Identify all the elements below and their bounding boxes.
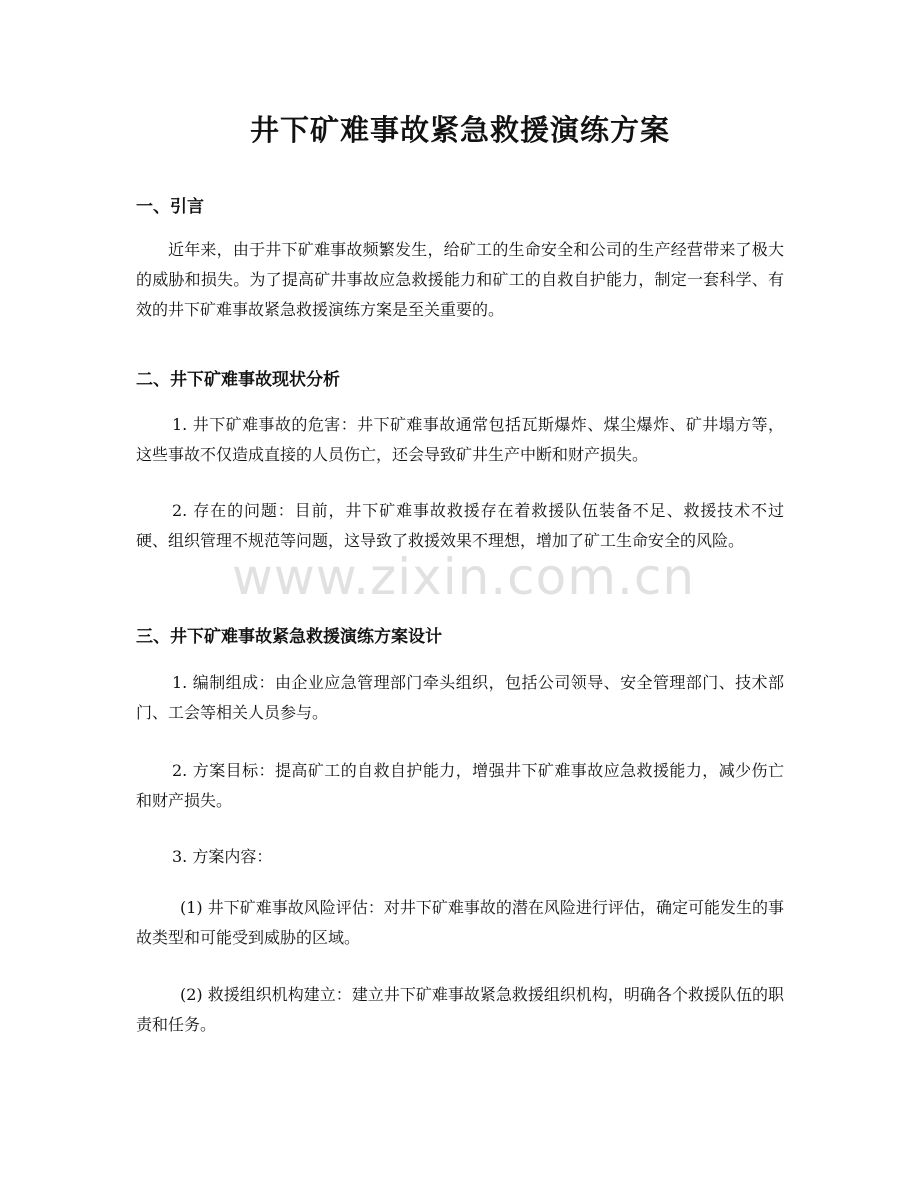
design-subitem-1: (1) 井下矿难事故风险评估：对井下矿难事故的潜在风险进行评估，确定可能发生的事故类型和可能受到威胁的区域。 (136, 898, 784, 947)
section-heading-design: 三、井下矿难事故紧急救援演练方案设计 (136, 627, 442, 647)
section-heading-analysis: 二、井下矿难事故现状分析 (136, 370, 340, 390)
design-subitem-2: (2) 救援组织机构建立：建立井下矿难事故紧急救援组织机构，明确各个救援队伍的职责和任务。 (136, 985, 784, 1034)
design-item-2: 2. 方案目标：提高矿工的自救自护能力，增强井下矿难事故应急救援能力，减少伤亡和财产损失。 (136, 761, 784, 810)
section-heading-intro: 一、引言 (136, 197, 204, 217)
analysis-item-1: 1. 井下矿难事故的危害：井下矿难事故通常包括瓦斯爆炸、煤尘爆炸、矿井塌方等，这些事故不仅造成直接的人员伤亡，还会导致矿井生产中断和财产损失。 (136, 415, 784, 464)
watermark-text: www.zixin.com.cn (232, 548, 696, 606)
intro-paragraph: 近年来，由于井下矿难事故频繁发生，给矿工的生命安全和公司的生产经营带来了极大的威胁和损失。为了提高矿井事故应急救援能力和矿工的自救自护能力，制定一套科学、有效的井下矿难事故紧急救援演练方案是至关重要的。 (136, 240, 784, 319)
analysis-item-2: 2. 存在的问题：目前，井下矿难事故救援存在着救援队伍装备不足、救援技术不过硬、组织管理不规范等问题，这导致了救援效果不理想，增加了矿工生命安全的风险。 (136, 501, 784, 550)
design-item-1: 1. 编制组成：由企业应急管理部门牵头组织，包括公司领导、安全管理部门、技术部门、工会等相关人员参与。 (136, 673, 784, 722)
design-item-3: 3. 方案内容： (172, 847, 273, 866)
document-title: 井下矿难事故紧急救援演练方案 (249, 113, 670, 147)
